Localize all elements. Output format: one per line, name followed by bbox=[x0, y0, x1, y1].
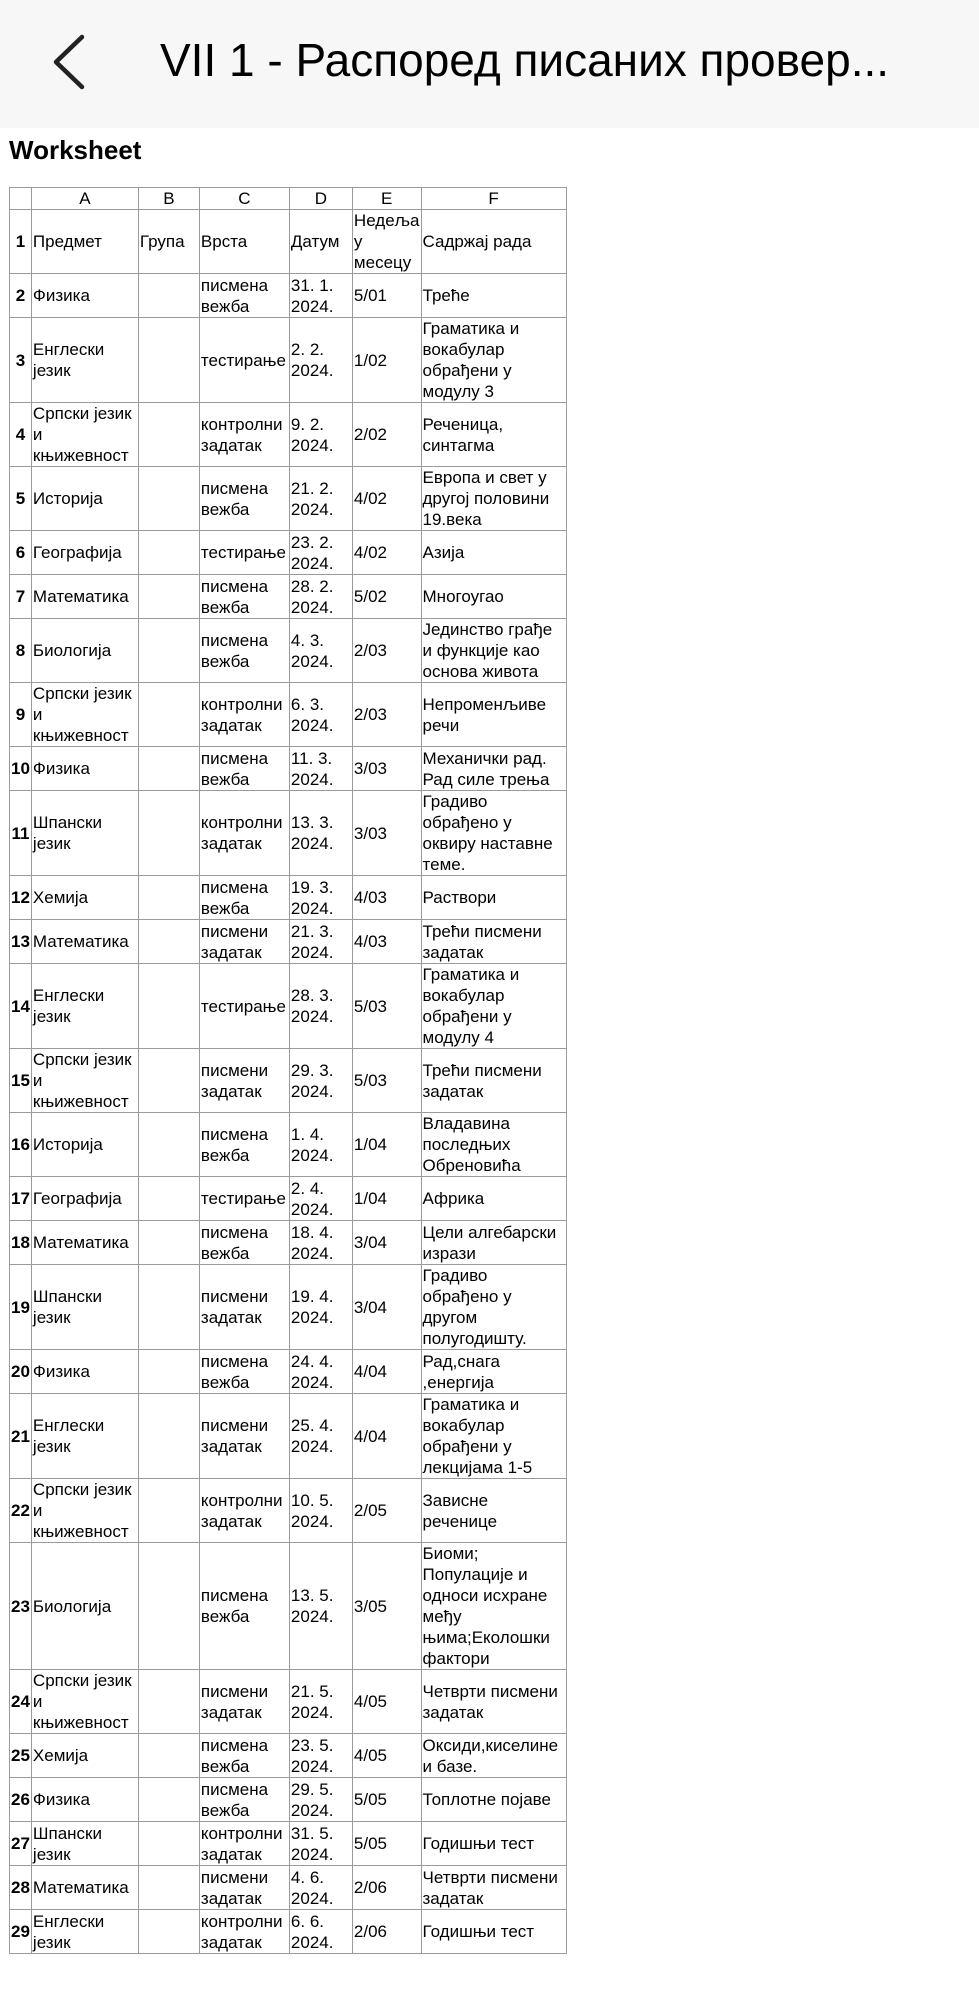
cell-f[interactable]: Непроменљиве речи bbox=[421, 683, 566, 747]
cell-b[interactable] bbox=[138, 1778, 199, 1822]
cell-c[interactable]: писмени задатак bbox=[199, 1394, 289, 1479]
cell-b[interactable] bbox=[138, 1910, 199, 1954]
cell-d[interactable]: 2. 4. 2024. bbox=[289, 1177, 352, 1221]
table-row bbox=[10, 210, 567, 274]
row-header[interactable]: 5 bbox=[10, 467, 32, 531]
cell-e[interactable]: 1/04 bbox=[352, 1177, 421, 1221]
cell-c[interactable]: писмени задатак bbox=[199, 1866, 289, 1910]
cell-a[interactable]: Српски језик и књижевност bbox=[31, 1049, 138, 1113]
cell-e[interactable]: 1/02 bbox=[352, 318, 421, 403]
cell-c[interactable]: писмени задатак bbox=[199, 1049, 289, 1113]
cell-b[interactable] bbox=[138, 1049, 199, 1113]
cell-f[interactable]: Трећи писмени задатак bbox=[421, 1049, 566, 1113]
row-header[interactable]: 12 bbox=[10, 876, 32, 920]
row-header[interactable]: 8 bbox=[10, 619, 32, 683]
cell-f[interactable]: Оксиди,киселине и базе. bbox=[421, 1734, 566, 1778]
cell-a[interactable]: Математика bbox=[31, 920, 138, 964]
table-row bbox=[10, 575, 567, 619]
cell-b[interactable] bbox=[138, 876, 199, 920]
table-row bbox=[10, 619, 567, 683]
cell-f[interactable]: Азија bbox=[421, 531, 566, 575]
cell-f[interactable]: Владавина последњих Обреновића bbox=[421, 1113, 566, 1177]
page-title: VII 1 - Распоред писаних провер... bbox=[160, 34, 890, 86]
cell-f[interactable]: Трећи писмени задатак bbox=[421, 920, 566, 964]
row-header[interactable]: 4 bbox=[10, 403, 32, 467]
cell-e[interactable]: 4/05 bbox=[352, 1734, 421, 1778]
row-header[interactable]: 21 bbox=[10, 1394, 32, 1479]
cell-b[interactable] bbox=[138, 575, 199, 619]
cell-d[interactable]: 31. 5. 2024. bbox=[289, 1822, 352, 1866]
cell-b[interactable] bbox=[138, 964, 199, 1049]
cell-f[interactable]: Многоугао bbox=[421, 575, 566, 619]
cell-d[interactable]: 23. 2. 2024. bbox=[289, 531, 352, 575]
table-row bbox=[10, 467, 567, 531]
cell-a[interactable]: Енглески језик bbox=[31, 1910, 138, 1954]
cell-e[interactable]: Недеља у месецу bbox=[353, 211, 420, 272]
cell-b[interactable] bbox=[138, 1350, 199, 1394]
cell-e[interactable]: 3/03 bbox=[352, 791, 421, 876]
cell-c[interactable]: тестирање bbox=[199, 318, 289, 403]
table-row bbox=[10, 791, 567, 876]
cell-e[interactable]: 5/02 bbox=[352, 575, 421, 619]
cell-c[interactable]: Врста bbox=[199, 210, 289, 274]
column-header-a[interactable]: A bbox=[31, 188, 138, 210]
cell-f[interactable]: Европа и свет у другој половини 19.века bbox=[421, 467, 566, 531]
cell-f[interactable]: Биоми; Популације и односи исхране међу њима;Еколошки фактори bbox=[421, 1543, 566, 1670]
cell-c[interactable]: контролни задатак bbox=[199, 791, 289, 876]
cell-a[interactable]: Енглески језик bbox=[31, 964, 138, 1049]
cell-e[interactable]: 3/04 bbox=[352, 1221, 421, 1265]
cell-a[interactable]: Историја bbox=[31, 467, 138, 531]
column-header-c[interactable]: C bbox=[199, 188, 289, 210]
cell-b[interactable] bbox=[138, 791, 199, 876]
cell-e[interactable]: 2/03 bbox=[352, 683, 421, 747]
cell-c[interactable]: писмена вежба bbox=[199, 274, 289, 318]
cell-f[interactable]: Граматика и вокабулар обрађени у модулу 3 bbox=[421, 318, 566, 403]
back-button[interactable] bbox=[44, 22, 94, 102]
cell-b[interactable] bbox=[138, 467, 199, 531]
column-header-b[interactable]: B bbox=[138, 188, 199, 210]
cell-e[interactable]: 2/03 bbox=[352, 619, 421, 683]
cell-c[interactable]: писмена вежба bbox=[199, 1778, 289, 1822]
cell-d[interactable]: 9. 2. 2024. bbox=[289, 403, 352, 467]
cell-d[interactable]: 25. 4. 2024. bbox=[289, 1394, 352, 1479]
table-row bbox=[10, 1910, 567, 1954]
cell-d[interactable]: 23. 5. 2024. bbox=[289, 1734, 352, 1778]
cell-c[interactable]: контролни задатак bbox=[199, 1479, 289, 1543]
cell-b[interactable] bbox=[138, 274, 199, 318]
cell-a[interactable]: Историја bbox=[31, 1113, 138, 1177]
cell-d[interactable]: 6. 3. 2024. bbox=[289, 683, 352, 747]
cell-a[interactable]: Српски језик и књижевност bbox=[31, 1479, 138, 1543]
cell-e[interactable]: 2/02 bbox=[352, 403, 421, 467]
spreadsheet-grid bbox=[9, 187, 567, 1954]
column-header-d[interactable]: D bbox=[289, 188, 352, 210]
table-row bbox=[10, 1049, 567, 1113]
cell-d[interactable]: 19. 4. 2024. bbox=[289, 1265, 352, 1350]
cell-a[interactable]: Шпански језик bbox=[31, 791, 138, 876]
cell-f[interactable]: Топлотне појаве bbox=[421, 1778, 566, 1822]
cell-b[interactable] bbox=[138, 1177, 199, 1221]
cell-d[interactable]: 21. 3. 2024. bbox=[289, 920, 352, 964]
corner-cell[interactable] bbox=[10, 188, 32, 210]
cell-d[interactable]: 4. 6. 2024. bbox=[289, 1866, 352, 1910]
cell-b[interactable] bbox=[138, 1394, 199, 1479]
app-header bbox=[0, 0, 979, 128]
row-header[interactable]: 13 bbox=[10, 920, 32, 964]
cell-c[interactable]: контролни задатак bbox=[199, 1822, 289, 1866]
cell-e[interactable]: 3/05 bbox=[352, 1543, 421, 1670]
cell-b[interactable] bbox=[138, 318, 199, 403]
cell-c[interactable]: писмена вежба bbox=[199, 747, 289, 791]
cell-d[interactable]: 28. 2. 2024. bbox=[289, 575, 352, 619]
cell-b[interactable] bbox=[138, 1866, 199, 1910]
cell-f[interactable]: Механички рад. Рад силе трења bbox=[421, 747, 566, 791]
row-header[interactable]: 3 bbox=[10, 318, 32, 403]
cell-a[interactable]: Географија bbox=[31, 1177, 138, 1221]
cell-c[interactable]: тестирање bbox=[199, 964, 289, 1049]
cell-d[interactable]: 18. 4. 2024. bbox=[289, 1221, 352, 1265]
cell-d[interactable]: 10. 5. 2024. bbox=[289, 1479, 352, 1543]
row-header[interactable]: 7 bbox=[10, 575, 32, 619]
row-header[interactable]: 10 bbox=[10, 747, 32, 791]
cell-e[interactable]: 4/03 bbox=[352, 920, 421, 964]
table-row bbox=[10, 920, 567, 964]
spreadsheet-body bbox=[10, 210, 567, 1954]
cell-c[interactable]: писмени задатак bbox=[199, 1265, 289, 1350]
cell-d[interactable]: 31. 1. 2024. bbox=[289, 274, 352, 318]
cell-b[interactable] bbox=[138, 1543, 199, 1670]
cell-d[interactable]: 13. 5. 2024. bbox=[289, 1543, 352, 1670]
cell-a[interactable]: Физика bbox=[31, 1778, 138, 1822]
cell-d[interactable]: 11. 3. 2024. bbox=[289, 747, 352, 791]
cell-f[interactable]: Четврти писмени задатак bbox=[421, 1670, 566, 1734]
table-row bbox=[10, 1350, 567, 1394]
cell-f[interactable]: Рад,снага ,енергија bbox=[421, 1350, 566, 1394]
cell-e[interactable]: 4/03 bbox=[352, 876, 421, 920]
cell-d[interactable]: 6. 6. 2024. bbox=[289, 1910, 352, 1954]
cell-c[interactable]: писмена вежба bbox=[199, 467, 289, 531]
table-row bbox=[10, 1221, 567, 1265]
column-header-f[interactable]: F bbox=[421, 188, 566, 210]
row-header[interactable]: 29 bbox=[10, 1910, 32, 1954]
table-row bbox=[10, 876, 567, 920]
cell-a[interactable]: Српски језик и књижевност bbox=[31, 1670, 138, 1734]
cell-c[interactable]: писмена вежба bbox=[199, 1350, 289, 1394]
row-header[interactable]: 9 bbox=[10, 683, 32, 747]
row-header[interactable]: 11 bbox=[10, 791, 32, 876]
cell-f[interactable]: Годишњи тест bbox=[421, 1910, 566, 1954]
cell-e[interactable]: 3/03 bbox=[352, 747, 421, 791]
cell-a[interactable]: Хемија bbox=[31, 876, 138, 920]
cell-c[interactable]: писмени задатак bbox=[199, 1670, 289, 1734]
cell-b[interactable] bbox=[138, 531, 199, 575]
cell-b[interactable]: Група bbox=[138, 210, 199, 274]
row-header[interactable]: 16 bbox=[10, 1113, 32, 1177]
cell-e[interactable]: 1/04 bbox=[352, 1113, 421, 1177]
cell-a[interactable]: Математика bbox=[31, 1221, 138, 1265]
row-header[interactable]: 23 bbox=[10, 1543, 32, 1670]
cell-f[interactable]: Реченица, синтагма bbox=[421, 403, 566, 467]
cell-f[interactable]: Зависне реченице bbox=[421, 1479, 566, 1543]
cell-b[interactable] bbox=[138, 747, 199, 791]
cell-a[interactable]: Шпански језик bbox=[31, 1822, 138, 1866]
cell-f[interactable]: Раствори bbox=[421, 876, 566, 920]
cell-d[interactable]: 29. 5. 2024. bbox=[289, 1778, 352, 1822]
chevron-left-icon bbox=[51, 34, 87, 90]
cell-d[interactable]: 28. 3. 2024. bbox=[289, 964, 352, 1049]
cell-e[interactable]: 5/05 bbox=[352, 1778, 421, 1822]
row-header[interactable]: 22 bbox=[10, 1479, 32, 1543]
cell-f[interactable]: Градиво обрађено у другом полугодишту. bbox=[421, 1265, 566, 1350]
cell-e[interactable]: 2/06 bbox=[352, 1866, 421, 1910]
cell-d[interactable]: Датум bbox=[289, 210, 352, 274]
cell-d[interactable]: 19. 3. 2024. bbox=[289, 876, 352, 920]
cell-a[interactable]: Географија bbox=[31, 531, 138, 575]
cell-a[interactable]: Математика bbox=[31, 1866, 138, 1910]
cell-c[interactable]: писмена вежба bbox=[199, 1221, 289, 1265]
row-header[interactable]: 14 bbox=[10, 964, 32, 1049]
cell-f[interactable]: Четврти писмени задатак bbox=[421, 1866, 566, 1910]
row-header[interactable]: 19 bbox=[10, 1265, 32, 1350]
cell-f[interactable]: Годишњи тест bbox=[421, 1822, 566, 1866]
cell-d[interactable]: 29. 3. 2024. bbox=[289, 1049, 352, 1113]
cell-c[interactable]: тестирање bbox=[199, 1177, 289, 1221]
table-row bbox=[10, 1543, 567, 1670]
table-row bbox=[10, 1822, 567, 1866]
cell-e[interactable]: 4/02 bbox=[352, 531, 421, 575]
row-header[interactable]: 18 bbox=[10, 1221, 32, 1265]
cell-b[interactable] bbox=[138, 683, 199, 747]
cell-d[interactable]: 24. 4. 2024. bbox=[289, 1350, 352, 1394]
cell-b[interactable] bbox=[138, 1221, 199, 1265]
cell-c[interactable]: писмена вежба bbox=[199, 575, 289, 619]
cell-e[interactable]: 5/05 bbox=[352, 1822, 421, 1866]
cell-f[interactable]: Граматика и вокабулар обрађени у модулу 4 bbox=[421, 964, 566, 1049]
cell-f[interactable]: Треће bbox=[421, 274, 566, 318]
cell-b[interactable] bbox=[138, 1822, 199, 1866]
cell-a[interactable]: Математика bbox=[31, 575, 138, 619]
table-row bbox=[10, 683, 567, 747]
table-row bbox=[10, 747, 567, 791]
row-header[interactable]: 27 bbox=[10, 1822, 32, 1866]
cell-b[interactable] bbox=[138, 403, 199, 467]
table-row bbox=[10, 1265, 567, 1350]
cell-c[interactable]: контролни задатак bbox=[199, 403, 289, 467]
cell-b[interactable] bbox=[138, 1113, 199, 1177]
sheet-name: Worksheet bbox=[9, 135, 142, 165]
table-row bbox=[10, 1177, 567, 1221]
table-row bbox=[10, 1778, 567, 1822]
cell-f[interactable]: Граматика и вокабулар обрађени у лекцијама 1-5 bbox=[421, 1394, 566, 1479]
row-header[interactable]: 17 bbox=[10, 1177, 32, 1221]
cell-e[interactable]: 5/01 bbox=[352, 274, 421, 318]
table-row bbox=[10, 1734, 567, 1778]
cell-a[interactable]: Физика bbox=[31, 274, 138, 318]
row-header[interactable]: 15 bbox=[10, 1049, 32, 1113]
cell-c[interactable]: писмена вежба bbox=[199, 1734, 289, 1778]
cell-a[interactable]: Биологија bbox=[31, 619, 138, 683]
cell-f[interactable]: Јединство грађе и функције као основа живота bbox=[421, 619, 566, 683]
cell-c[interactable]: писмена вежба bbox=[199, 1543, 289, 1670]
row-header[interactable]: 20 bbox=[10, 1350, 32, 1394]
cell-a[interactable]: Српски језик и књижевност bbox=[31, 683, 138, 747]
table-row bbox=[10, 1479, 567, 1543]
table-row bbox=[10, 1113, 567, 1177]
cell-f[interactable]: Цели алгебарски изрази bbox=[421, 1221, 566, 1265]
cell-f[interactable]: Африка bbox=[421, 1177, 566, 1221]
cell-e[interactable]: 3/04 bbox=[352, 1265, 421, 1350]
cell-a[interactable]: Биологија bbox=[31, 1543, 138, 1670]
cell-e[interactable]: 2/06 bbox=[352, 1910, 421, 1954]
cell-b[interactable] bbox=[138, 1670, 199, 1734]
cell-b[interactable] bbox=[138, 920, 199, 964]
cell-a[interactable]: Физика bbox=[31, 747, 138, 791]
table-row bbox=[10, 403, 567, 467]
row-header[interactable]: 2 bbox=[10, 274, 32, 318]
column-header-e[interactable]: E bbox=[352, 188, 421, 210]
column-header-row bbox=[10, 188, 567, 210]
cell-a[interactable]: Енглески језик bbox=[31, 318, 138, 403]
cell-c[interactable]: писмени задатак bbox=[199, 920, 289, 964]
cell-a[interactable]: Шпански језик bbox=[31, 1265, 138, 1350]
table-row bbox=[10, 274, 567, 318]
table-row bbox=[10, 318, 567, 403]
cell-b[interactable] bbox=[138, 1479, 199, 1543]
row-header[interactable]: 28 bbox=[10, 1866, 32, 1910]
table-row bbox=[10, 1394, 567, 1479]
row-header[interactable]: 26 bbox=[10, 1778, 32, 1822]
cell-f[interactable]: Градиво обрађено у оквиру наставне теме. bbox=[421, 791, 566, 876]
row-header[interactable]: 25 bbox=[10, 1734, 32, 1778]
row-header[interactable]: 1 bbox=[10, 210, 32, 274]
table-row bbox=[10, 1866, 567, 1910]
row-header[interactable]: 24 bbox=[10, 1670, 32, 1734]
cell-a[interactable]: Физика bbox=[31, 1350, 138, 1394]
cell-b[interactable] bbox=[138, 619, 199, 683]
table-row bbox=[10, 1670, 567, 1734]
cell-e[interactable]: 2/05 bbox=[352, 1479, 421, 1543]
cell-d[interactable]: 2. 2. 2024. bbox=[289, 318, 352, 403]
cell-c[interactable]: писмена вежба bbox=[199, 619, 289, 683]
cell-a[interactable]: Енглески језик bbox=[31, 1394, 138, 1479]
table-row bbox=[10, 531, 567, 575]
row-header[interactable]: 6 bbox=[10, 531, 32, 575]
cell-a[interactable]: Предмет bbox=[31, 210, 138, 274]
cell-d[interactable]: 21. 5. 2024. bbox=[289, 1670, 352, 1734]
cell-e[interactable]: 4/04 bbox=[352, 1350, 421, 1394]
cell-c[interactable]: писмена вежба bbox=[199, 1113, 289, 1177]
cell-e[interactable]: 5/03 bbox=[352, 1049, 421, 1113]
cell-e[interactable]: 4/02 bbox=[352, 467, 421, 531]
cell-d[interactable]: 1. 4. 2024. bbox=[289, 1113, 352, 1177]
cell-e[interactable]: 4/05 bbox=[352, 1670, 421, 1734]
table-row bbox=[10, 964, 567, 1049]
cell-b[interactable] bbox=[138, 1265, 199, 1350]
cell-d[interactable]: 13. 3. 2024. bbox=[289, 791, 352, 876]
cell-e[interactable]: 4/04 bbox=[352, 1394, 421, 1479]
cell-a[interactable]: Српски језик и књижевност bbox=[31, 403, 138, 467]
cell-c[interactable]: контролни задатак bbox=[199, 1910, 289, 1954]
cell-b[interactable] bbox=[138, 1734, 199, 1778]
cell-c[interactable]: тестирање bbox=[199, 531, 289, 575]
cell-f[interactable]: Садржај рада bbox=[421, 210, 566, 274]
cell-d[interactable]: 21. 2. 2024. bbox=[289, 467, 352, 531]
cell-c[interactable]: писмена вежба bbox=[199, 876, 289, 920]
cell-d[interactable]: 4. 3. 2024. bbox=[289, 619, 352, 683]
cell-c[interactable]: контролни задатак bbox=[199, 683, 289, 747]
cell-a[interactable]: Хемија bbox=[31, 1734, 138, 1778]
cell-e[interactable]: 5/03 bbox=[352, 964, 421, 1049]
